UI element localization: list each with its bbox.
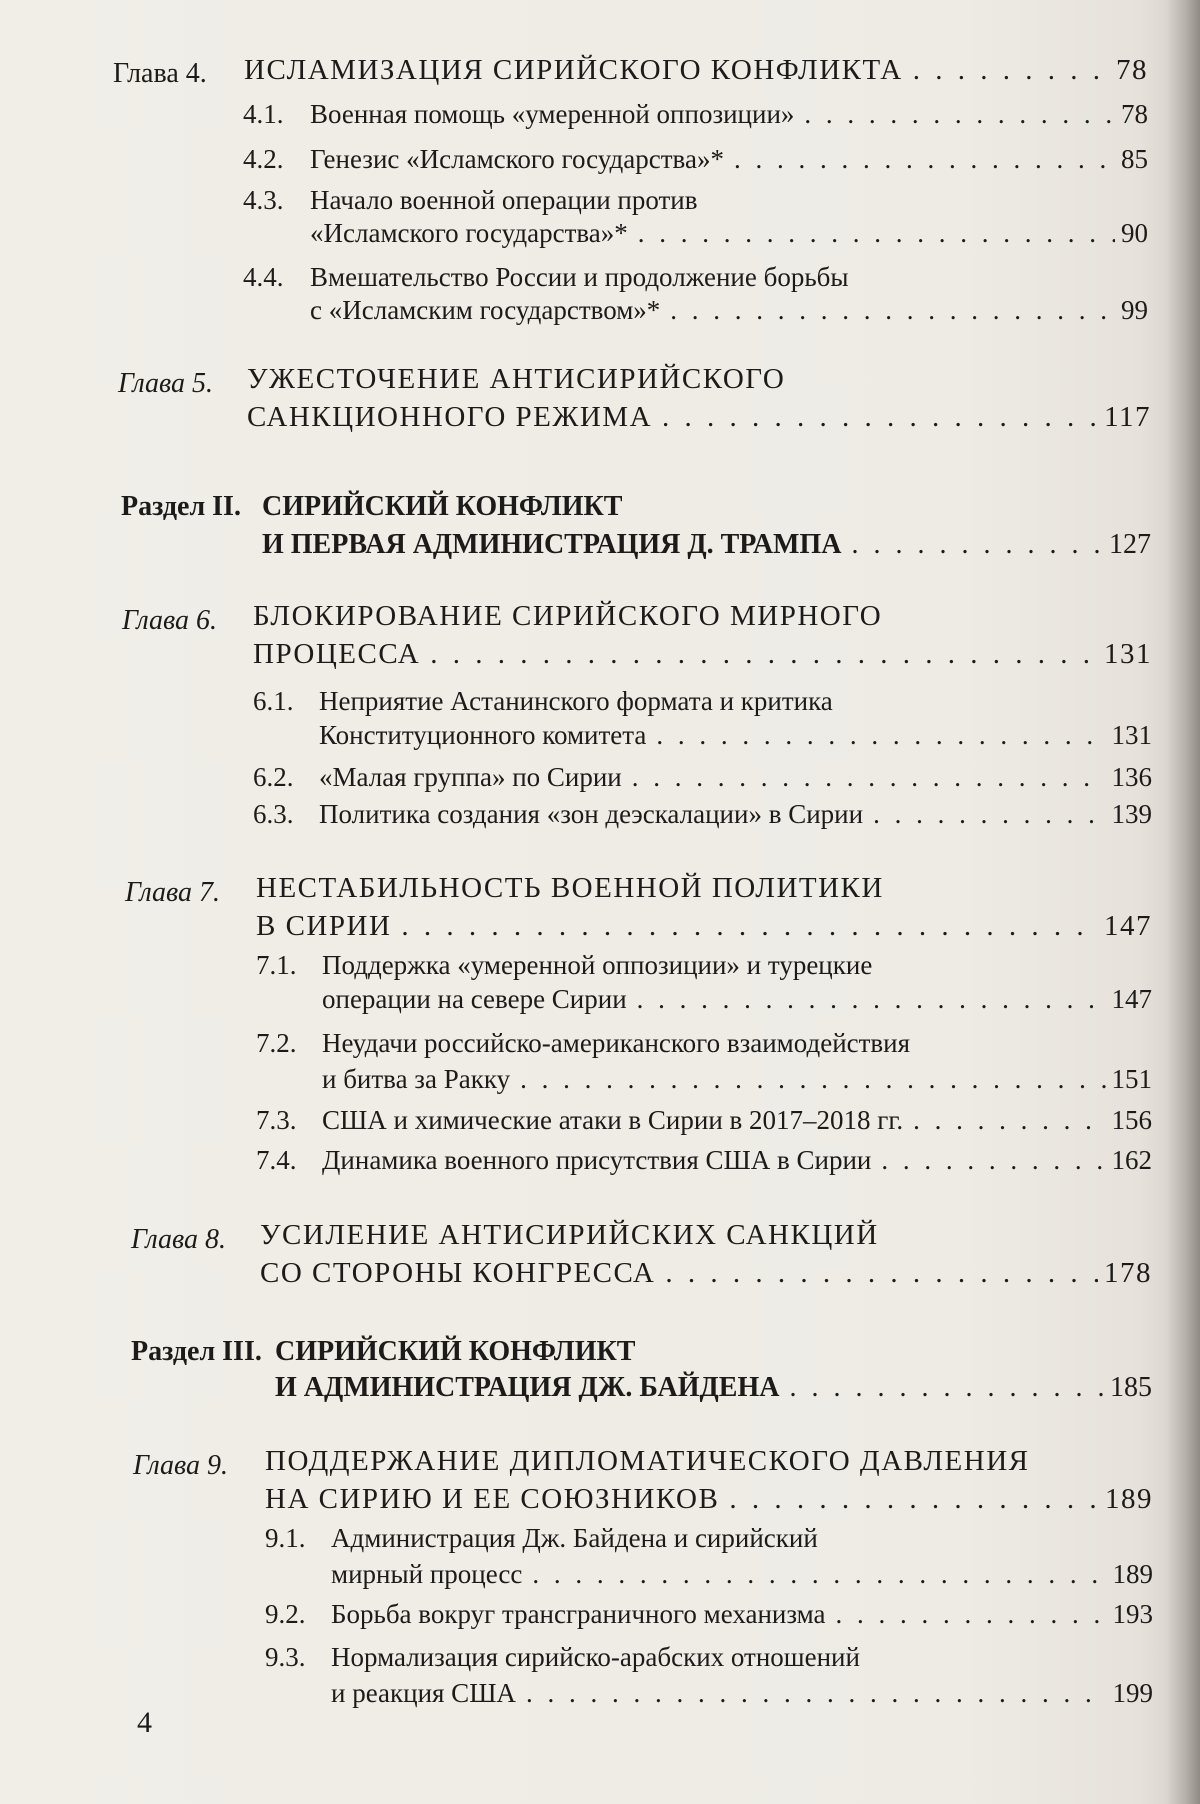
dot-leader [632, 764, 1106, 791]
item-9-3-number: 9.3. [265, 1642, 306, 1672]
item-7-1-page: 147 [1111, 984, 1152, 1014]
dot-leader [789, 1374, 1104, 1402]
item-6-1-title-line2: Конституционного комитета [319, 720, 647, 750]
chapter-7-line [256, 912, 1152, 941]
chapter-4-title: ИСЛАМИЗАЦИЯ СИРИЙСКОГО КОНФЛИКТА [244, 54, 903, 86]
dot-leader [638, 220, 1115, 247]
item-9-1-page: 189 [1112, 1559, 1153, 1589]
chapter-4-page: 78 [1116, 54, 1148, 86]
item-7-4-title: Динамика военного присутствия США в Сирии [322, 1145, 872, 1175]
part-2-label: Раздел II. [121, 491, 241, 522]
chapter-5-page: 117 [1104, 401, 1151, 433]
chapter-5-title-line1: УЖЕСТОЧЕНИЕ АНТИСИРИЙСКОГО [247, 363, 786, 395]
item-7-3-line [322, 1107, 1152, 1134]
dot-leader [734, 146, 1115, 173]
dot-leader [430, 640, 1098, 669]
chapter-9-line [265, 1485, 1153, 1514]
chapter-7-title-line2: В СИРИИ [256, 910, 392, 942]
item-7-1-title-line2: операции на севере Сирии [322, 984, 627, 1014]
item-7-4-number: 7.4. [256, 1145, 297, 1175]
item-6-3-page: 139 [1111, 799, 1152, 829]
item-4-3-page: 90 [1121, 218, 1148, 248]
item-9-1-line [331, 1561, 1153, 1588]
item-6-2-number: 6.2. [253, 762, 294, 792]
item-4-2-page: 85 [1121, 144, 1148, 174]
item-7-2-title-line1: Неудачи российско-американского взаимодействия [322, 1028, 911, 1058]
item-9-2-number: 9.2. [265, 1599, 306, 1629]
part-3-line [275, 1374, 1152, 1402]
item-4-1-number: 4.1. [243, 99, 284, 129]
chapter-6-title-line1: БЛОКИРОВАНИЕ СИРИЙСКОГО МИРНОГО [253, 600, 883, 632]
part-2-title-line1: СИРИЙСКИЙ КОНФЛИКТ [262, 491, 623, 522]
item-6-2-title: «Малая группа» по Сирии [319, 762, 622, 792]
item-7-2-number: 7.2. [256, 1028, 297, 1058]
part-2-page: 127 [1109, 529, 1151, 560]
item-9-3-title-line1: Нормализация сирийско-арабских отношений [331, 1642, 860, 1672]
chapter-5-line [247, 403, 1151, 432]
item-9-2-title: Борьба вокруг трансграничного механизма [331, 1599, 826, 1629]
item-6-1-line [319, 722, 1152, 749]
item-7-2-page: 151 [1111, 1064, 1152, 1094]
item-9-1-number: 9.1. [265, 1523, 306, 1553]
item-9-3-title-line2: и реакция США [331, 1678, 516, 1708]
item-6-2-line [319, 764, 1152, 791]
item-7-4-line [322, 1147, 1152, 1174]
dot-leader [670, 297, 1115, 324]
dot-leader [532, 1561, 1106, 1588]
dot-leader [662, 403, 1098, 432]
item-4-4-title-line2: с «Исламским государством»* [310, 295, 661, 325]
item-9-1-title-line2: мирный процесс [331, 1559, 523, 1589]
item-7-1-title-line1: Поддержка «умеренной оппозиции» и турецкие [322, 950, 873, 980]
chapter-5-label: Глава 5. [118, 368, 213, 399]
item-6-1-page: 131 [1111, 720, 1152, 750]
item-6-2-page: 136 [1111, 762, 1152, 792]
dot-leader [804, 101, 1115, 128]
chapter-4-line [244, 56, 1148, 85]
item-9-3-page: 199 [1112, 1678, 1153, 1708]
item-7-3-title: США и химические атаки в Сирии в 2017–2018 гг. [322, 1105, 904, 1135]
part-3-label: Раздел III. [131, 1336, 262, 1367]
chapter-6-page: 131 [1104, 638, 1152, 670]
chapter-6-line [253, 640, 1152, 669]
dot-leader [656, 722, 1105, 749]
item-4-4-title-line1: Вмешательство России и продолжение борьбы [310, 262, 849, 292]
part-2-title-line2: И ПЕРВАЯ АДМИНИСТРАЦИЯ Д. ТРАМПА [262, 529, 842, 560]
item-7-1-line [322, 986, 1152, 1013]
dot-leader [836, 1601, 1107, 1628]
chapter-9-title-line2: НА СИРИЮ И ЕЕ СОЮЗНИКОВ [265, 1483, 720, 1515]
dot-leader [913, 1107, 1105, 1134]
item-4-2-number: 4.2. [243, 144, 284, 174]
dot-leader [401, 912, 1098, 941]
item-4-1-line [310, 101, 1148, 128]
item-4-4-number: 4.4. [243, 262, 284, 292]
dot-leader [729, 1485, 1099, 1514]
part-2-line [262, 531, 1151, 559]
chapter-8-page: 178 [1104, 1257, 1152, 1289]
item-4-4-page: 99 [1121, 295, 1148, 325]
chapter-8-label: Глава 8. [131, 1224, 226, 1255]
dot-leader [520, 1066, 1105, 1093]
item-6-3-number: 6.3. [253, 799, 294, 829]
dot-leader [526, 1680, 1107, 1707]
item-7-2-title-line2: и битва за Ракку [322, 1064, 511, 1094]
dot-leader [873, 801, 1105, 828]
item-4-2-line [310, 146, 1148, 173]
part-3-title-line1: СИРИЙСКИЙ КОНФЛИКТ [275, 1336, 636, 1367]
item-4-1-title: Военная помощь «умеренной оппозиции» [310, 99, 795, 129]
item-6-1-number: 6.1. [253, 686, 294, 716]
dot-leader [913, 56, 1110, 85]
part-3-page: 185 [1110, 1372, 1152, 1403]
chapter-5-title-line2: САНКЦИОННОГО РЕЖИМА [247, 401, 653, 433]
chapter-7-title-line1: НЕСТАБИЛЬНОСТЬ ВОЕННОЙ ПОЛИТИКИ [256, 872, 884, 904]
chapter-4-label: Глава 4. [113, 58, 207, 89]
item-9-2-page: 193 [1112, 1599, 1153, 1629]
item-4-3-title-line2: «Исламского государства»* [310, 218, 628, 248]
chapter-9-label: Глава 9. [133, 1450, 228, 1481]
chapter-8-title-line2: СО СТОРОНЫ КОНГРЕССА [260, 1257, 656, 1289]
page-edge-shadow [1166, 0, 1200, 1804]
part-3-title-line2: И АДМИНИСТРАЦИЯ ДЖ. БАЙДЕНА [275, 1372, 780, 1403]
chapter-7-label: Глава 7. [125, 877, 220, 908]
chapter-9-page: 189 [1105, 1483, 1153, 1515]
item-9-1-title-line1: Администрация Дж. Байдена и сирийский [331, 1523, 818, 1553]
item-4-3-line [310, 220, 1148, 247]
item-6-3-line [319, 801, 1152, 828]
chapter-8-line [260, 1259, 1152, 1288]
chapter-6-title-line2: ПРОЦЕССА [253, 638, 421, 670]
item-7-4-page: 162 [1111, 1145, 1152, 1175]
dot-leader [637, 986, 1106, 1013]
chapter-7-page: 147 [1104, 910, 1152, 942]
item-9-2-line [331, 1601, 1153, 1628]
item-6-1-title-line1: Неприятие Астанинского формата и критика [319, 686, 833, 716]
item-4-1-page: 78 [1121, 99, 1148, 129]
item-7-1-number: 7.1. [256, 950, 297, 980]
item-4-2-title: Генезис «Исламского государства»* [310, 144, 724, 174]
item-6-3-title: Политика создания «зон деэскалации» в Сирии [319, 799, 864, 829]
item-7-3-number: 7.3. [256, 1105, 297, 1135]
dot-leader [851, 531, 1103, 559]
page-number: 4 [137, 1706, 152, 1739]
item-7-2-line [322, 1066, 1152, 1093]
item-7-3-page: 156 [1111, 1105, 1152, 1135]
item-4-4-line [310, 297, 1148, 324]
item-4-3-title-line1: Начало военной операции против [310, 185, 698, 215]
item-4-3-number: 4.3. [243, 185, 284, 215]
chapter-8-title-line1: УСИЛЕНИЕ АНТИСИРИЙСКИХ САНКЦИЙ [260, 1219, 879, 1251]
item-9-3-line [331, 1680, 1153, 1707]
dot-leader [881, 1147, 1105, 1174]
chapter-6-label: Глава 6. [122, 605, 217, 636]
chapter-9-title-line1: ПОДДЕРЖАНИЕ ДИПЛОМАТИЧЕСКОГО ДАВЛЕНИЯ [265, 1445, 1030, 1477]
dot-leader [665, 1259, 1098, 1288]
